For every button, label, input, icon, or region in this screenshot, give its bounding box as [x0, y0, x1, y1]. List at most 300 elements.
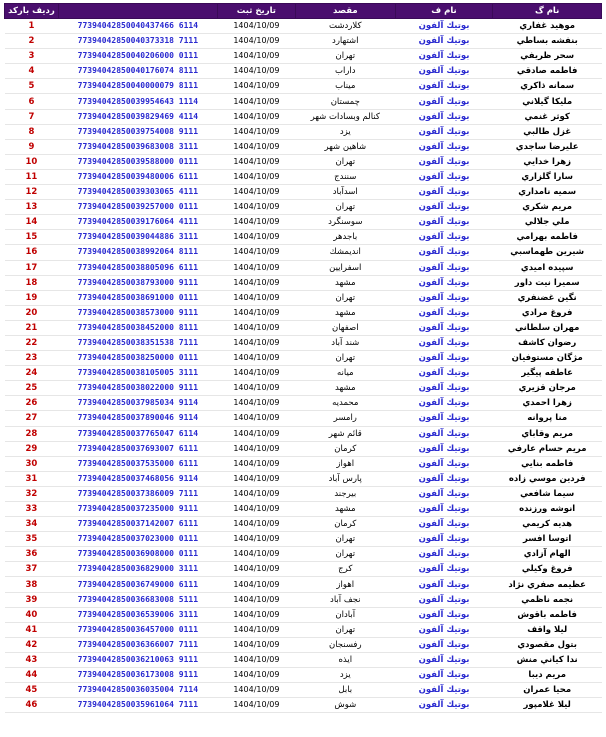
cell-date: 1404/10/09 — [217, 637, 295, 652]
cell-name: موهيد غفاري — [493, 19, 602, 34]
table-row[interactable] — [5, 562, 602, 577]
cell-family: بوتيك آلفون — [395, 351, 493, 366]
cell-city: اهواز — [295, 456, 395, 471]
table-row[interactable] — [5, 683, 602, 698]
cell-barcode: 77394042850038452000 8111 — [58, 320, 217, 335]
cell-barcode: 77394042850039829469 4114 — [58, 109, 217, 124]
cell-name: عليرضا ساجدي — [493, 139, 602, 154]
cell-name: بنفشه بساطي — [493, 34, 602, 49]
cell-family: بوتيك آلفون — [395, 19, 493, 34]
cell-date: 1404/10/09 — [217, 335, 295, 350]
table-row[interactable] — [5, 245, 602, 260]
cell-barcode: 77394042850036457000 0111 — [58, 622, 217, 637]
cell-barcode: 77394042850036683008 5111 — [58, 592, 217, 607]
cell-row-number: 10 — [5, 154, 59, 169]
cell-name: مريم وقاباي — [493, 426, 602, 441]
cell-barcode: 77394042850039044886 3111 — [58, 230, 217, 245]
cell-family: بوتيك آلفون — [395, 230, 493, 245]
column-header-row[interactable]: ردیف بارکد — [5, 4, 59, 19]
cell-barcode: 77394042850036908000 0111 — [58, 547, 217, 562]
table-row[interactable] — [5, 94, 602, 109]
cell-row-number: 14 — [5, 215, 59, 230]
table-row[interactable] — [5, 517, 602, 532]
cell-city: سوسنگرد — [295, 215, 395, 230]
cell-city: تهران — [295, 200, 395, 215]
table-row[interactable] — [5, 215, 602, 230]
column-header-city[interactable]: مقصد — [295, 4, 395, 19]
cell-family: بوتيك آلفون — [395, 320, 493, 335]
cell-city: مشهد — [295, 275, 395, 290]
cell-name: فاطمه باقوش — [493, 607, 602, 622]
cell-date: 1404/10/09 — [217, 622, 295, 637]
cell-date: 1404/10/09 — [217, 683, 295, 698]
table-row[interactable] — [5, 34, 602, 49]
cell-name: فردين موسي زاده — [493, 471, 602, 486]
cell-date: 1404/10/09 — [217, 79, 295, 94]
cell-date: 1404/10/09 — [217, 109, 295, 124]
cell-family: بوتيك آلفون — [395, 411, 493, 426]
column-header-code[interactable] — [58, 4, 217, 19]
cell-city: تهران — [295, 49, 395, 64]
table-row[interactable] — [5, 19, 602, 34]
cell-city: محمديه — [295, 396, 395, 411]
cell-name: فروغ وكيلي — [493, 562, 602, 577]
cell-city: شند آباد — [295, 335, 395, 350]
cell-name: مريم ديبا — [493, 668, 602, 683]
cell-date: 1404/10/09 — [217, 19, 295, 34]
cell-row-number: 42 — [5, 637, 59, 652]
cell-barcode: 77394042850036366007 7111 — [58, 637, 217, 652]
cell-date: 1404/10/09 — [217, 502, 295, 517]
cell-barcode: 77394042850038805096 6111 — [58, 260, 217, 275]
cell-date: 1404/10/09 — [217, 275, 295, 290]
table-row[interactable] — [5, 169, 602, 184]
cell-barcode: 77394042850036035004 7114 — [58, 683, 217, 698]
cell-family: بوتيك آلفون — [395, 79, 493, 94]
table-row[interactable] — [5, 124, 602, 139]
table-row[interactable] — [5, 275, 602, 290]
cell-name: فاطمه بهرامي — [493, 230, 602, 245]
table-row[interactable] — [5, 471, 602, 486]
cell-row-number: 17 — [5, 260, 59, 275]
table-body — [5, 19, 602, 713]
cell-row-number: 1 — [5, 19, 59, 34]
cell-date: 1404/10/09 — [217, 532, 295, 547]
cell-family: بوتيك آلفون — [395, 124, 493, 139]
cell-family: بوتيك آلفون — [395, 698, 493, 713]
cell-date: 1404/10/09 — [217, 351, 295, 366]
cell-family: بوتيك آلفون — [395, 275, 493, 290]
cell-family: بوتيك آلفون — [395, 49, 493, 64]
cell-family: بوتيك آلفون — [395, 456, 493, 471]
table-row[interactable] — [5, 381, 602, 396]
table-row[interactable] — [5, 502, 602, 517]
cell-row-number: 20 — [5, 305, 59, 320]
table-row[interactable] — [5, 547, 602, 562]
cell-date: 1404/10/09 — [217, 230, 295, 245]
cell-date: 1404/10/09 — [217, 517, 295, 532]
table-row[interactable] — [5, 441, 602, 456]
cell-family: بوتيك آلفون — [395, 607, 493, 622]
cell-barcode: 77394042850037386009 7111 — [58, 486, 217, 501]
cell-city: چمستان — [295, 94, 395, 109]
cell-family: بوتيك آلفون — [395, 622, 493, 637]
cell-name: ليلا غلامپور — [493, 698, 602, 713]
cell-date: 1404/10/09 — [217, 200, 295, 215]
table-row[interactable] — [5, 185, 602, 200]
cell-name: زهرا خدايي — [493, 154, 602, 169]
cell-row-number: 5 — [5, 79, 59, 94]
cell-family: بوتيك آلفون — [395, 426, 493, 441]
cell-name: ندا كياني منش — [493, 652, 602, 667]
cell-name: مريم شكري — [493, 200, 602, 215]
cell-row-number: 22 — [5, 335, 59, 350]
cell-row-number: 43 — [5, 652, 59, 667]
cell-family: بوتيك آلفون — [395, 139, 493, 154]
cell-name: سميرا نيت داور — [493, 275, 602, 290]
cell-date: 1404/10/09 — [217, 652, 295, 667]
table-row[interactable] — [5, 290, 602, 305]
table-row[interactable] — [5, 698, 602, 713]
cell-row-number: 4 — [5, 64, 59, 79]
cell-family: بوتيك آلفون — [395, 502, 493, 517]
cell-barcode: 77394042850037890046 9114 — [58, 411, 217, 426]
cell-barcode: 77394042850036210063 9111 — [58, 652, 217, 667]
cell-barcode: 77394042850037142007 6111 — [58, 517, 217, 532]
cell-date: 1404/10/09 — [217, 366, 295, 381]
cell-date: 1404/10/09 — [217, 34, 295, 49]
cell-date: 1404/10/09 — [217, 577, 295, 592]
cell-name: سمانه ذاكري — [493, 79, 602, 94]
cell-city: مشهد — [295, 381, 395, 396]
cell-city: باجدهر — [295, 230, 395, 245]
cell-row-number: 46 — [5, 698, 59, 713]
cell-row-number: 8 — [5, 124, 59, 139]
cell-date: 1404/10/09 — [217, 592, 295, 607]
cell-barcode: 77394042850037693007 6111 — [58, 441, 217, 456]
cell-row-number: 30 — [5, 456, 59, 471]
cell-date: 1404/10/09 — [217, 471, 295, 486]
cell-row-number: 34 — [5, 517, 59, 532]
cell-barcode: 77394042850040176074 8111 — [58, 64, 217, 79]
cell-family: بوتيك آلفون — [395, 441, 493, 456]
cell-family: بوتيك آلفون — [395, 381, 493, 396]
cell-barcode: 77394042850039683008 3111 — [58, 139, 217, 154]
cell-barcode: 77394042850039176064 4111 — [58, 215, 217, 230]
cell-row-number: 2 — [5, 34, 59, 49]
cell-city: بيرجند — [295, 486, 395, 501]
cell-name: ليلا واقف — [493, 622, 602, 637]
cell-name: بتول مقصودي — [493, 637, 602, 652]
cell-row-number: 18 — [5, 275, 59, 290]
cell-row-number: 33 — [5, 502, 59, 517]
column-header-name[interactable]: نام گ — [493, 4, 602, 19]
table-row[interactable] — [5, 109, 602, 124]
cell-date: 1404/10/09 — [217, 64, 295, 79]
cell-barcode: 77394042850036173008 9111 — [58, 668, 217, 683]
cell-family: بوتيك آلفون — [395, 532, 493, 547]
table-row[interactable] — [5, 335, 602, 350]
cell-city: يزد — [295, 668, 395, 683]
cell-family: بوتيك آلفون — [395, 396, 493, 411]
cell-family: بوتيك آلفون — [395, 215, 493, 230]
cell-family: بوتيك آلفون — [395, 683, 493, 698]
cell-family: بوتيك آلفون — [395, 290, 493, 305]
cell-barcode: 77394042850038992064 8111 — [58, 245, 217, 260]
cell-row-number: 12 — [5, 185, 59, 200]
cell-name: مليكا گيلاني — [493, 94, 602, 109]
cell-barcode: 77394042850040373318 7111 — [58, 34, 217, 49]
cell-family: بوتيك آلفون — [395, 260, 493, 275]
cell-barcode: 77394042850038105005 3111 — [58, 366, 217, 381]
cell-barcode: 77394042850038022000 9111 — [58, 381, 217, 396]
table-row[interactable] — [5, 411, 602, 426]
cell-city: رفسنجان — [295, 637, 395, 652]
cell-city: قائم شهر — [295, 426, 395, 441]
table-row[interactable] — [5, 305, 602, 320]
cell-row-number: 6 — [5, 94, 59, 109]
cell-city: نجف آباد — [295, 592, 395, 607]
table-row[interactable] — [5, 532, 602, 547]
cell-name: عظيمه صفري نژاد — [493, 577, 602, 592]
cell-name: شيرين طهماسبي — [493, 245, 602, 260]
cell-row-number: 40 — [5, 607, 59, 622]
cell-family: بوتيك آلفون — [395, 109, 493, 124]
cell-barcode: 77394042850038250000 0111 — [58, 351, 217, 366]
cell-date: 1404/10/09 — [217, 215, 295, 230]
table-row[interactable] — [5, 260, 602, 275]
table-header-row — [5, 4, 602, 19]
cell-barcode: 77394042850037468056 9114 — [58, 471, 217, 486]
cell-row-number: 19 — [5, 290, 59, 305]
cell-name: انوشه ورزنده — [493, 502, 602, 517]
cell-family: بوتيك آلفون — [395, 34, 493, 49]
cell-barcode: 77394042850037535000 6111 — [58, 456, 217, 471]
table-row[interactable] — [5, 351, 602, 366]
table-row[interactable] — [5, 154, 602, 169]
cell-family: بوتيك آلفون — [395, 169, 493, 184]
cell-row-number: 21 — [5, 320, 59, 335]
cell-date: 1404/10/09 — [217, 139, 295, 154]
cell-date: 1404/10/09 — [217, 305, 295, 320]
cell-city: سنندج — [295, 169, 395, 184]
cell-city: داراب — [295, 64, 395, 79]
cell-barcode: 77394042850039303065 4111 — [58, 185, 217, 200]
cell-name: فروغ مرادي — [493, 305, 602, 320]
table-header — [5, 4, 602, 19]
cell-city: ايذه — [295, 652, 395, 667]
cell-name: نجمه ناظمي — [493, 592, 602, 607]
cell-name: الهام آزادي — [493, 547, 602, 562]
cell-date: 1404/10/09 — [217, 185, 295, 200]
cell-barcode: 77394042850036829000 3111 — [58, 562, 217, 577]
cell-family: بوتيك آلفون — [395, 305, 493, 320]
cell-family: بوتيك آلفون — [395, 245, 493, 260]
cell-name: فاطمه صادقي — [493, 64, 602, 79]
cell-city: اهواز — [295, 577, 395, 592]
table-row[interactable] — [5, 79, 602, 94]
cell-city: اصفهان — [295, 320, 395, 335]
cell-date: 1404/10/09 — [217, 486, 295, 501]
cell-city: تهران — [295, 547, 395, 562]
cell-barcode: 77394042850040437466 6114 — [58, 19, 217, 34]
cell-date: 1404/10/09 — [217, 320, 295, 335]
cell-row-number: 23 — [5, 351, 59, 366]
cell-family: بوتيك آلفون — [395, 652, 493, 667]
cell-name: رضوان كاشف — [493, 335, 602, 350]
cell-row-number: 32 — [5, 486, 59, 501]
cell-barcode: 77394042850037985034 9114 — [58, 396, 217, 411]
cell-name: مهران سلطاني — [493, 320, 602, 335]
cell-name: فاطمه بنايي — [493, 456, 602, 471]
cell-date: 1404/10/09 — [217, 456, 295, 471]
cell-city: تهران — [295, 290, 395, 305]
cell-city: آبادان — [295, 607, 395, 622]
cell-name: سميه نامداري — [493, 185, 602, 200]
cell-name: زهرا احمدي — [493, 396, 602, 411]
table-row[interactable] — [5, 637, 602, 652]
cell-city: مشهد — [295, 502, 395, 517]
cell-date: 1404/10/09 — [217, 547, 295, 562]
cell-family: بوتيك آلفون — [395, 154, 493, 169]
cell-city: بابل — [295, 683, 395, 698]
cell-row-number: 35 — [5, 532, 59, 547]
cell-row-number: 45 — [5, 683, 59, 698]
cell-city: اشتهارد — [295, 34, 395, 49]
table-row[interactable] — [5, 64, 602, 79]
table-row[interactable] — [5, 366, 602, 381]
cell-row-number: 38 — [5, 577, 59, 592]
cell-date: 1404/10/09 — [217, 396, 295, 411]
cell-barcode: 77394042850035961064 7111 — [58, 698, 217, 713]
cell-city: پارس آباد — [295, 471, 395, 486]
cell-row-number: 36 — [5, 547, 59, 562]
cell-family: بوتيك آلفون — [395, 517, 493, 532]
cell-row-number: 27 — [5, 411, 59, 426]
cell-row-number: 25 — [5, 381, 59, 396]
cell-family: بوتيك آلفون — [395, 577, 493, 592]
cell-date: 1404/10/09 — [217, 668, 295, 683]
cell-name: نگين غضنفري — [493, 290, 602, 305]
cell-barcode: 77394042850039754008 9111 — [58, 124, 217, 139]
cell-date: 1404/10/09 — [217, 94, 295, 109]
cell-name: سپيده اميدي — [493, 260, 602, 275]
table-row[interactable] — [5, 320, 602, 335]
cell-row-number: 11 — [5, 169, 59, 184]
table-row[interactable] — [5, 200, 602, 215]
cell-city: ميانه — [295, 366, 395, 381]
cell-name: كوثر غنمي — [493, 109, 602, 124]
cell-city: كرمان — [295, 441, 395, 456]
cell-date: 1404/10/09 — [217, 290, 295, 305]
cell-row-number: 16 — [5, 245, 59, 260]
cell-date: 1404/10/09 — [217, 562, 295, 577]
cell-date: 1404/10/09 — [217, 426, 295, 441]
cell-date: 1404/10/09 — [217, 607, 295, 622]
cell-city: يزد — [295, 124, 395, 139]
cell-row-number: 44 — [5, 668, 59, 683]
cell-barcode: 77394042850037765047 6114 — [58, 426, 217, 441]
cell-city: كنالم وبسادات شهر — [295, 109, 395, 124]
cell-city: كرمان — [295, 517, 395, 532]
cell-barcode: 77394042850038691000 0111 — [58, 290, 217, 305]
cell-name: عاطفه پيگير — [493, 366, 602, 381]
cell-row-number: 13 — [5, 200, 59, 215]
cell-city: ميناب — [295, 79, 395, 94]
cell-name: ملي جلالي — [493, 215, 602, 230]
cell-city: تهران — [295, 532, 395, 547]
table-row[interactable] — [5, 622, 602, 637]
column-header-family[interactable]: نام ف — [395, 4, 493, 19]
cell-barcode: 77394042850039257000 0111 — [58, 200, 217, 215]
table-row[interactable] — [5, 592, 602, 607]
cell-date: 1404/10/09 — [217, 698, 295, 713]
cell-name: اتوسا افسر — [493, 532, 602, 547]
table-row[interactable] — [5, 396, 602, 411]
cell-name: محيا عمران — [493, 683, 602, 698]
table-row[interactable] — [5, 577, 602, 592]
cell-row-number: 37 — [5, 562, 59, 577]
cell-date: 1404/10/09 — [217, 245, 295, 260]
cell-barcode: 77394042850039480006 6111 — [58, 169, 217, 184]
cell-row-number: 24 — [5, 366, 59, 381]
cell-family: بوتيك آلفون — [395, 668, 493, 683]
cell-family: بوتيك آلفون — [395, 200, 493, 215]
cell-date: 1404/10/09 — [217, 124, 295, 139]
table-row[interactable] — [5, 607, 602, 622]
cell-row-number: 7 — [5, 109, 59, 124]
cell-family: بوتيك آلفون — [395, 366, 493, 381]
table-row[interactable] — [5, 426, 602, 441]
cell-row-number: 9 — [5, 139, 59, 154]
table-row[interactable] — [5, 652, 602, 667]
cell-city: شاهين شهر — [295, 139, 395, 154]
cell-barcode: 77394042850040206000 0111 — [58, 49, 217, 64]
cell-city: شوش — [295, 698, 395, 713]
cell-row-number: 31 — [5, 471, 59, 486]
cell-city: تهران — [295, 622, 395, 637]
cell-date: 1404/10/09 — [217, 411, 295, 426]
cell-date: 1404/10/09 — [217, 169, 295, 184]
cell-barcode: 77394042850039588000 0111 — [58, 154, 217, 169]
cell-city: رامسر — [295, 411, 395, 426]
table-row[interactable] — [5, 486, 602, 501]
cell-name: سارا گلزاري — [493, 169, 602, 184]
cell-row-number: 41 — [5, 622, 59, 637]
cell-date: 1404/10/09 — [217, 154, 295, 169]
column-header-date[interactable]: تاریخ ثبت — [217, 4, 295, 19]
cell-family: بوتيك آلفون — [395, 592, 493, 607]
cell-barcode: 77394042850036539006 3111 — [58, 607, 217, 622]
table-row[interactable] — [5, 668, 602, 683]
table-row[interactable] — [5, 49, 602, 64]
cell-name: مرجان قزيري — [493, 381, 602, 396]
cell-name: سحر ظريفي — [493, 49, 602, 64]
cell-city: اسدآباد — [295, 185, 395, 200]
cell-family: بوتيك آلفون — [395, 562, 493, 577]
cell-family: بوتيك آلفون — [395, 486, 493, 501]
cell-barcode: 77394042850037235000 9111 — [58, 502, 217, 517]
table-row[interactable] — [5, 230, 602, 245]
cell-city: كلاردشت — [295, 19, 395, 34]
cell-city: تهران — [295, 154, 395, 169]
table-row[interactable] — [5, 456, 602, 471]
table-row[interactable] — [5, 139, 602, 154]
cell-family: بوتيك آلفون — [395, 64, 493, 79]
cell-family: بوتيك آلفون — [395, 471, 493, 486]
cell-city: كرج — [295, 562, 395, 577]
cell-family: بوتيك آلفون — [395, 637, 493, 652]
